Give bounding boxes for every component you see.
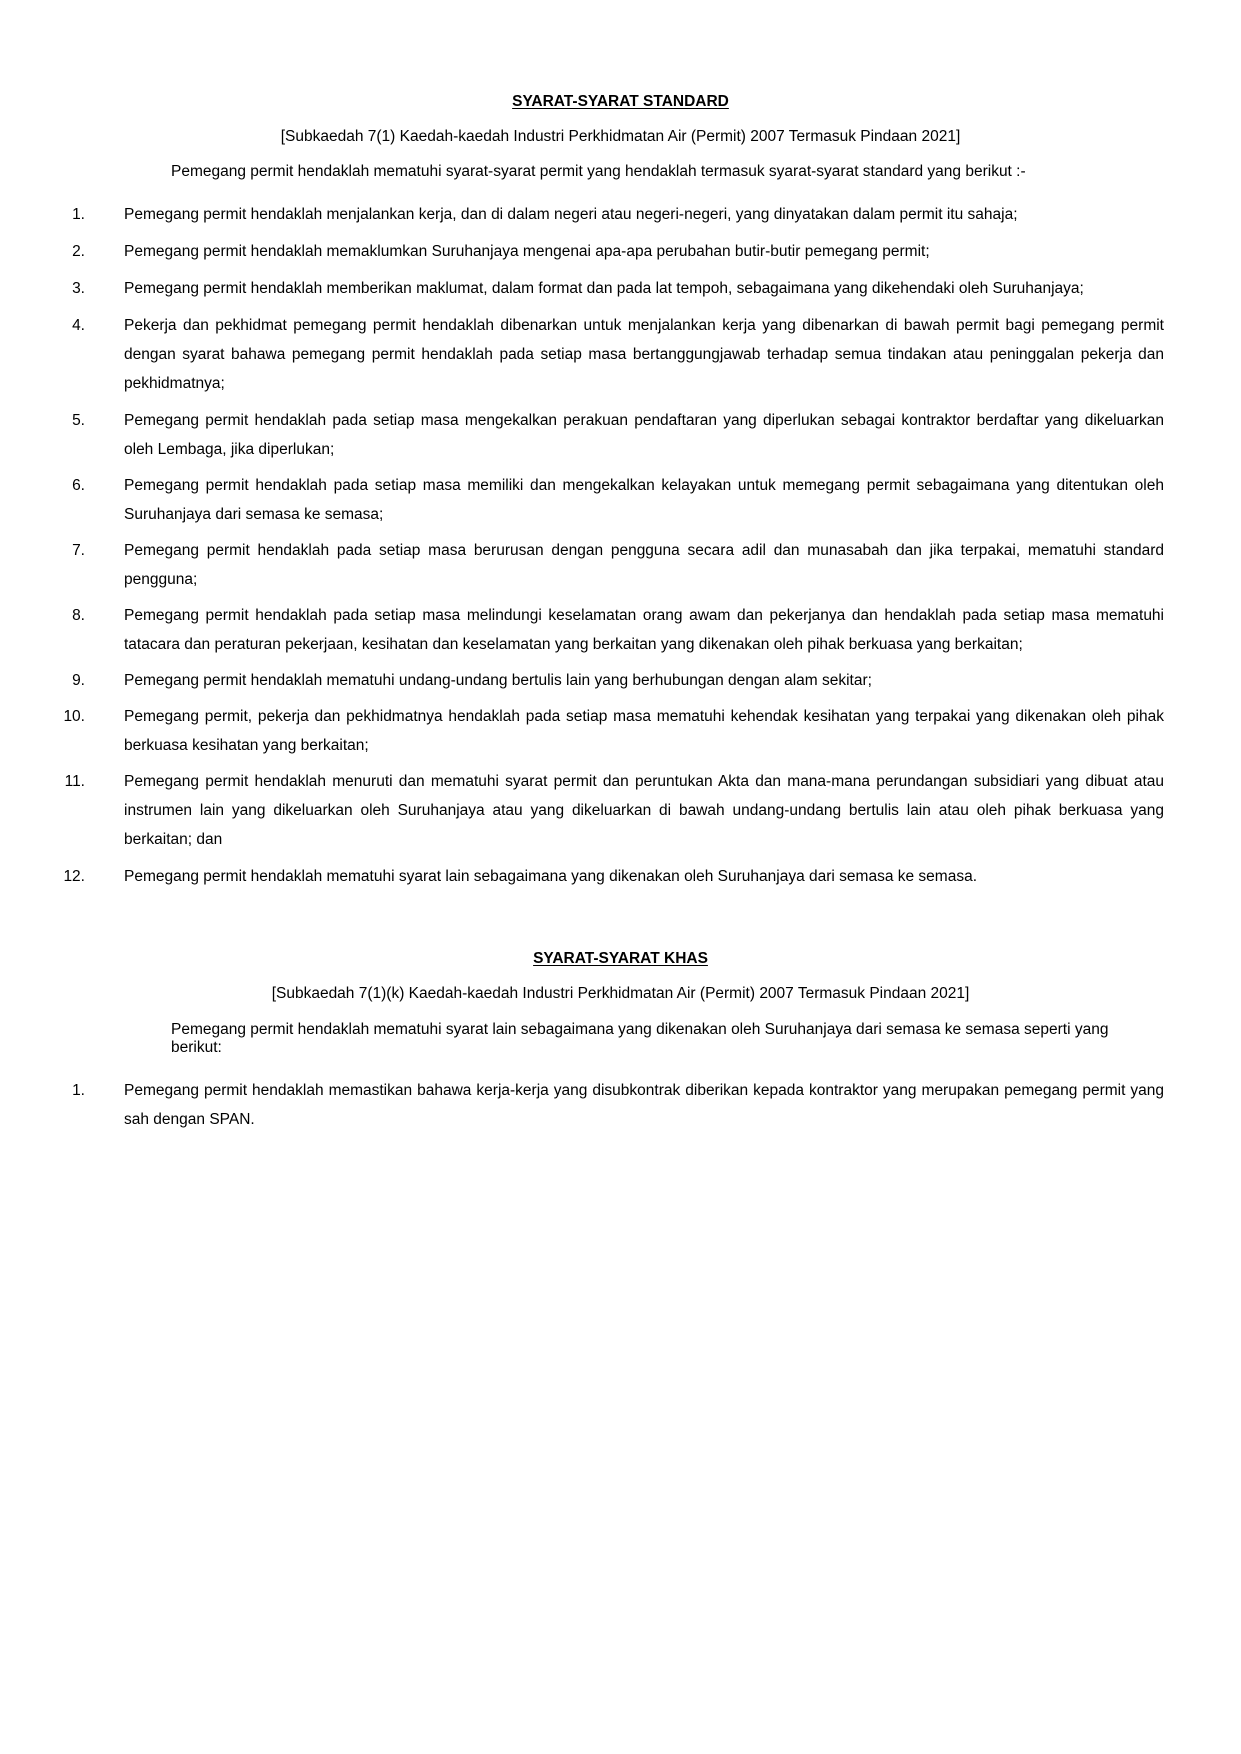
item-text: Pemegang permit hendaklah pada setiap masa melindungi keselamatan orang awam dan pekerjanya dan hendaklah pada setiap masa mematuhi tatacara dan peraturan pekerjaan, kesihatan dan keselamatan yang berkaitan yang dikenakan oleh pihak berkuasa yang berkaitan; xyxy=(124,607,1164,653)
khas-section-intro: Pemegang permit hendaklah mematuhi syarat lain sebagaimana yang dikenakan oleh Suruhanjaya dari semasa ke semasa seperti yang berikut: xyxy=(171,1021,1109,1056)
item-text: Pemegang permit hendaklah menuruti dan mematuhi syarat permit dan peruntukan Akta dan mana-mana perundangan subsidiari yang dibuat atau instrumen lain yang dikeluarkan oleh Suruhanjaya atau yang dikeluarkan di bawah undang-undang bertulis lain atau oleh pihak berkuasa yang berkaitan; dan xyxy=(124,773,1164,848)
standard-section-intro: Pemegang permit hendaklah mematuhi syarat-syarat permit yang hendaklah termasuk syarat-syarat standard yang berikut :- xyxy=(171,163,1026,180)
item-text: Pemegang permit hendaklah pada setiap masa mengekalkan perakuan pendaftaran yang diperlukan sebagai kontraktor berdaftar yang dikeluarkan oleh Lembaga, jika diperlukan; xyxy=(124,412,1164,458)
item-number: 6. xyxy=(72,477,85,494)
item-text: Pemegang permit hendaklah memaklumkan Suruhanjaya mengenai apa-apa perubahan butir-butir pemegang permit; xyxy=(124,243,930,260)
item-number: 7. xyxy=(72,542,85,559)
item-text: Pekerja dan pekhidmat pemegang permit hendaklah dibenarkan untuk menjalankan kerja yang dibenarkan di bawah permit bagi pemegang permit dengan syarat bahawa pemegang permit hendaklah pada setiap masa bertanggungjawab terhadap semua tindakan atau peninggalan pekerja dan pekhidmatnya; xyxy=(124,317,1164,392)
item-number: 4. xyxy=(72,317,85,334)
item-text: Pemegang permit hendaklah menjalankan kerja, dan di dalam negeri atau negeri-negeri, yang dinyatakan dalam permit itu sahaja; xyxy=(124,206,1018,223)
item-number: 9. xyxy=(72,672,85,689)
item-text: Pemegang permit hendaklah memastikan bahawa kerja-kerja yang disubkontrak diberikan kepada kontraktor yang merupakan pemegang permit yang sah dengan SPAN. xyxy=(124,1082,1164,1128)
item-number: 5. xyxy=(72,412,85,429)
item-number: 1. xyxy=(72,206,85,223)
item-text: Pemegang permit hendaklah pada setiap masa memiliki dan mengekalkan kelayakan untuk memegang permit sebagaimana yang ditentukan oleh Suruhanjaya dari semasa ke semasa; xyxy=(124,477,1164,523)
standard-section-title: SYARAT-SYARAT STANDARD xyxy=(512,93,729,110)
khas-section-reference: [Subkaedah 7(1)(k) Kaedah-kaedah Industri Perkhidmatan Air (Permit) 2007 Termasuk Pindaan 2021] xyxy=(271,985,970,1002)
item-text: Pemegang permit, pekerja dan pekhidmatnya hendaklah pada setiap masa mematuhi kehendak kesihatan yang terpakai yang dikenakan oleh pihak berkuasa kesihatan yang berkaitan; xyxy=(124,708,1164,754)
standard-section-reference: [Subkaedah 7(1) Kaedah-kaedah Industri Perkhidmatan Air (Permit) 2007 Termasuk Pindaan 2021] xyxy=(280,128,961,145)
item-number: 3. xyxy=(72,280,85,297)
item-text: Pemegang permit hendaklah mematuhi syarat lain sebagaimana yang dikenakan oleh Suruhanjaya dari semasa ke semasa. xyxy=(124,868,978,885)
item-number: 8. xyxy=(72,607,85,624)
item-number: 12. xyxy=(63,868,85,885)
item-number: 10. xyxy=(63,708,85,725)
item-text: Pemegang permit hendaklah mematuhi undang-undang bertulis lain yang berhubungan dengan alam sekitar; xyxy=(124,672,872,689)
khas-section-title: SYARAT-SYARAT KHAS xyxy=(533,950,708,967)
item-number: 1. xyxy=(72,1082,85,1099)
item-number: 2. xyxy=(72,243,85,260)
item-text: Pemegang permit hendaklah memberikan maklumat, dalam format dan pada lat tempoh, sebagaimana yang dikehendaki oleh Suruhanjaya; xyxy=(124,280,1084,297)
item-text: Pemegang permit hendaklah pada setiap masa berurusan dengan pengguna secara adil dan munasabah dan jika terpakai, mematuhi standard pengguna; xyxy=(124,542,1164,588)
item-number: 11. xyxy=(64,773,85,790)
